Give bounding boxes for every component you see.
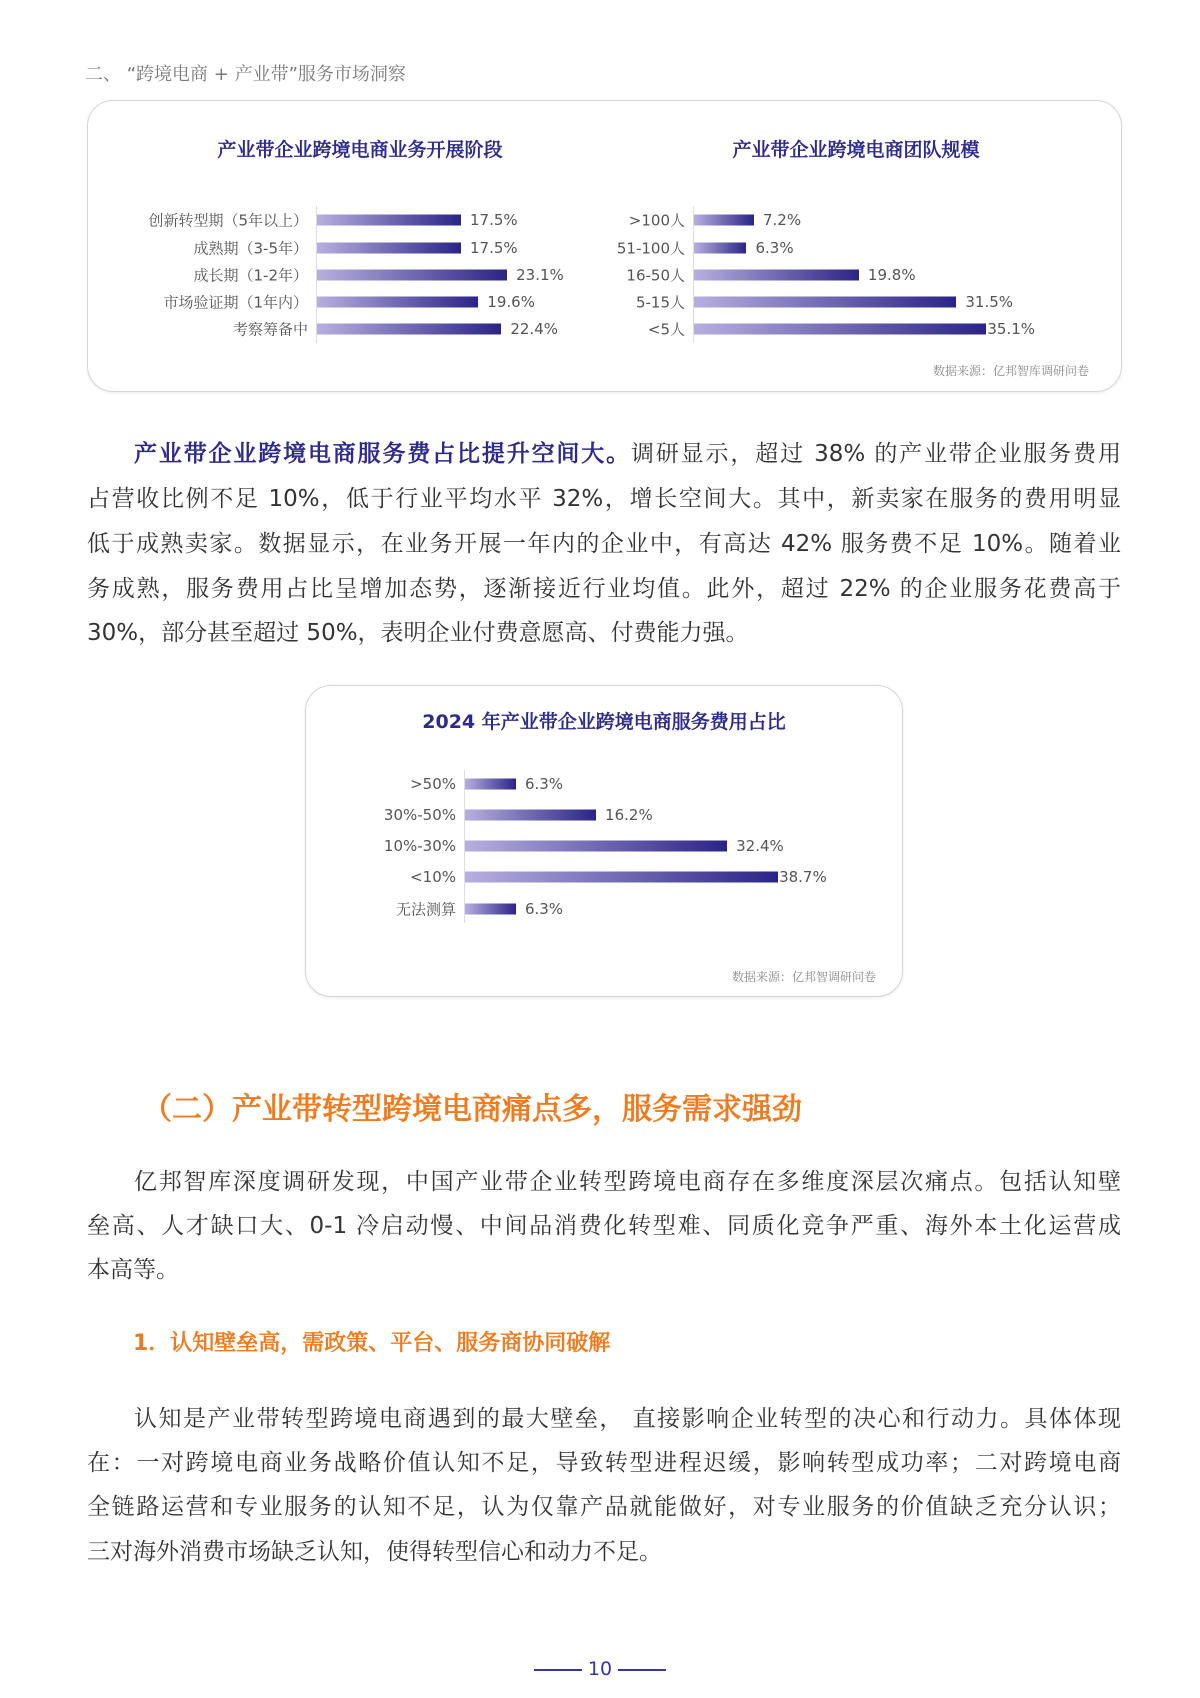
data-label: 23.1% [516,266,564,284]
data-label: 19.8% [867,266,916,284]
text-span: 在：一对跨境电商业务战略价值认知不足，导致转型进程迟缓，影响转型成功率；二对跨境电商 [87,1450,1121,1476]
bar [317,243,461,254]
text-span: 认知是产业带转型跨境电商遇到的最大壁垒， 直接影响企业转型的决心和行动力。具体体现 [134,1406,1121,1432]
section-header: 二、 “跨境电商 + 产业带”服务市场洞察 [85,64,406,85]
page-footer [0,1658,1200,1680]
text-line [87,525,1121,558]
bar [465,810,596,821]
category-label: 创新转型期（5年以上） [148,211,308,230]
chart-title-fee: 2024 年产业带企业跨境电商服务费用占比 [422,711,786,733]
category-label: 30%-50% [383,806,456,824]
text-span: 占营收比例不足 10%，低于行业平均水平 32%，增长空间大。其中，新卖家在服务的费用明显 [87,486,1121,512]
data-label: 16.2% [605,806,653,824]
text-line [87,1488,1121,1521]
category-label: 成长期（1-2年） [193,266,308,285]
data-label: 6.3% [755,239,794,257]
data-label: 31.5% [965,293,1014,311]
data-label: 17.5% [470,211,518,229]
bar [694,243,746,254]
category-label: <10% [410,868,456,886]
text-line [87,1251,1121,1284]
data-label: 38.7% [779,868,827,886]
category-label: <5人 [647,320,685,339]
bar [465,872,778,883]
text-span: 亿邦智库深度调研发现，中国产业带企业转型跨境电商存在多维度深层次痛点。包括认知壁 [134,1169,1121,1195]
data-source-fee: 数据来源：亿邦智调研问卷 [731,970,876,984]
bar [694,215,754,226]
data-label: 35.1% [987,320,1036,338]
chart-title-stage: 产业带企业跨境电商业务开展阶段 [217,139,503,161]
bar [694,270,859,281]
text-span: 三对海外消费市场缺乏认知，使得转型信心和动力不足。 [87,1539,662,1565]
text-span: 调研显示，超过 38% 的产业带企业服务费用 [630,441,1122,467]
bar [465,779,516,790]
text-span: 30%，部分甚至超过 50%，表明企业付费意愿高、付费能力强。 [87,620,749,646]
section-heading: （二）产业带转型跨境电商痛点多，服务需求强劲 [142,1092,802,1127]
category-label: >100人 [628,211,685,230]
category-label: 16-50人 [626,266,685,285]
text-span: 全链路运营和专业服务的认知不足，认为仅靠产品就能做好，对专业服务的价值缺乏充分认识； [87,1494,1121,1520]
data-source-top: 数据来源：亿邦智库调研问卷 [932,364,1089,378]
text-line [87,435,1121,468]
bar [317,324,501,335]
category-label: 考察筹备中 [232,320,308,339]
subsection-heading: 1．认知壁垒高，需政策、平台、服务商协同破解 [133,1331,611,1356]
text-line [87,570,1121,603]
category-label: 无法测算 [395,900,456,919]
bar [694,324,986,335]
text-line [87,1400,1121,1433]
chart-title-team: 产业带企业跨境电商团队规模 [732,139,980,161]
bar [694,297,956,308]
category-label: 成熟期（3-5年） [193,239,308,258]
category-label: 市场验证期（1年内） [163,293,308,312]
category-label: >50% [410,775,456,793]
text-span: 本高等。 [87,1257,179,1283]
data-label: 7.2% [762,211,802,229]
category-label: 10%-30% [383,837,456,855]
bar [317,215,461,226]
lead-sentence: 产业带企业跨境电商服务费占比提升空间大。 [134,441,631,467]
data-label: 19.6% [487,293,535,311]
data-label: 17.5% [470,239,518,257]
data-label: 32.4% [736,837,784,855]
data-label: 22.4% [510,320,558,338]
bar [465,841,727,852]
text-line [87,614,1121,647]
data-label: 6.3% [524,900,564,918]
bar [465,904,516,915]
page-number: 10 [587,1658,613,1680]
text-span: 务成熟，服务费用占比呈增加态势，逐渐接近行业均值。此外，超过 22% 的企业服务花费高于 [87,576,1121,602]
bar [317,270,507,281]
text-line [87,1444,1121,1477]
category-label: 5-15人 [635,293,685,312]
text-line [87,480,1121,513]
bar [317,297,478,308]
text-line [87,1207,1121,1240]
text-span: 垒高、人才缺口大、0-1 冷启动慢、中间品消费化转型难、同质化竞争严重、海外本土化运营成 [87,1213,1121,1239]
text-line [87,1533,1121,1566]
category-label: 51-100人 [616,239,685,258]
text-line [87,1163,1121,1196]
data-label: 6.3% [524,775,564,793]
text-span: 低于成熟卖家。数据显示，在业务开展一年内的企业中，有高达 42% 服务费不足 10%。随着业 [87,531,1121,557]
